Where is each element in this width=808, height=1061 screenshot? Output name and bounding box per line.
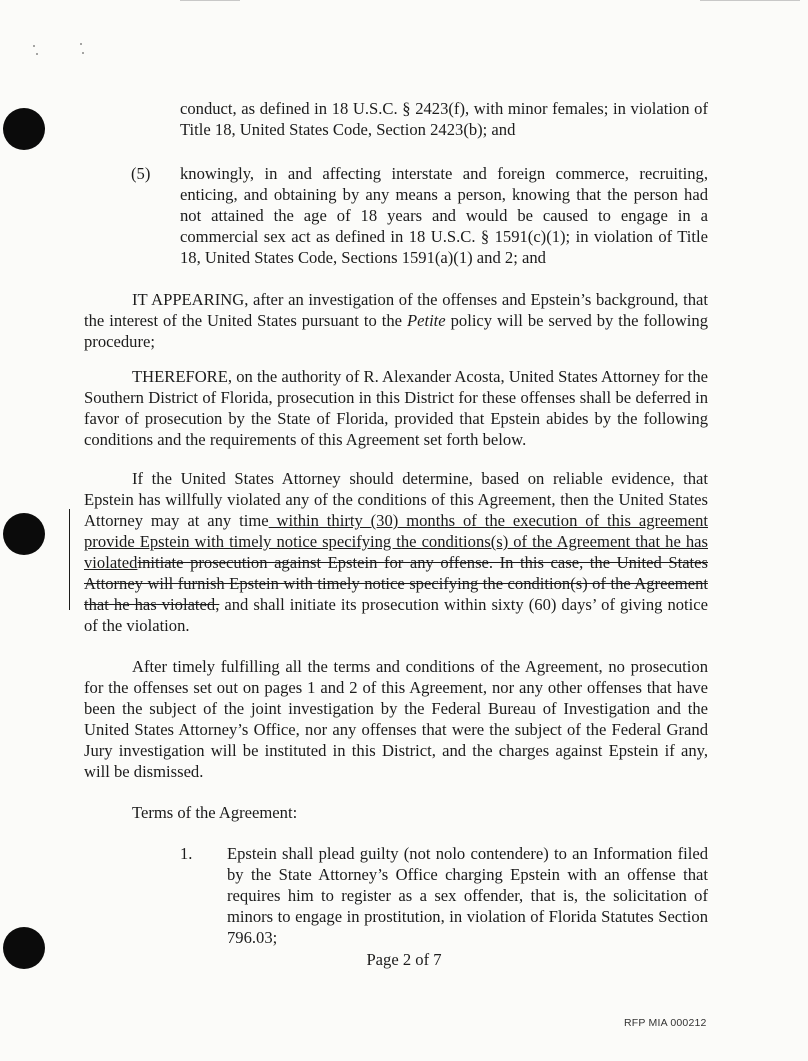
violation-paragraph [84,468,708,636]
appearing-paragraph [84,289,708,352]
terms-heading: Terms of the Agreement: [132,803,298,822]
punch-hole [3,513,45,555]
item-1-text: Epstein shall plead guilty (not nolo contendere) to an Information filed by the State Attorney’s Office charging Epstein with an offense that requires him to register as a sex offender, that is, the solicitation of minors to engage in prostitution, in violation of Florida Statutes Section 796.03; [227,844,708,947]
violation-tail: and shall initiate its prosecution within sixty (60) days’ of giving notice of the violation. [84,595,708,635]
continuation-paragraph: conduct, as defined in 18 U.S.C. § 2423(f), with minor females; in violation of Title 18, United States Code, Section 2423(b); and [180,99,708,139]
scan-speck [80,43,82,45]
revision-bar [69,509,70,610]
deleted-text: initiate prosecution against Epstein for any offense. In this case, the United States Attorney will furnish Epstein with timely notice specifying the condition(s) of the Agreement that he has violated, [84,553,708,614]
item-number: 1. [180,844,193,863]
inserted-text: within thirty (30) months of the execution of this agreement provide Epstein with timely notice specifying the conditions(s) of the Agreement that he has violated [84,511,708,572]
item-5-text: knowingly, in and affecting interstate and foreign commerce, recruiting, enticing, and obtaining by any means a person, knowing that the person had not attained the age of 18 years and would be caused to engage in a commercial sex act as defined in 18 U.S.C. § 1591(c)(1); in violation of Title 18, United States Code, Sections 1591(a)(1) and 2; and [180,164,708,267]
scan-edge-mark [700,0,800,1]
non-prosecution-paragraph: After timely fulfilling all the terms and conditions of the Agreement, no prosecution for the offenses set out on pages 1 and 2 of this Agreement, nor any other offenses that have been the subject of the joint investigation by the Federal Bureau of Investigation and the United States Attorney’s Office, nor any offenses that were the subject of the Federal Grand Jury investigation will be instituted in this District, and the charges against Epstein if any, will be dismissed. [84,657,708,781]
petite-policy: Petite [406,311,446,330]
appearing-text: IT APPEARING, after an investigation of the offenses and Epstein’s background, that the interest of the United States pursuant to the [84,290,708,330]
bates-number: RFP MIA 000212 [624,1017,707,1029]
appearing-text-end: policy will be served by the following procedure; [84,311,709,351]
scan-speck [36,53,38,55]
page-number: Page 2 of 7 [366,950,442,969]
therefore-paragraph: THEREFORE, on the authority of R. Alexander Acosta, United States Attorney for the Southern District of Florida, prosecution in this District for these offenses shall be deferred in favor of prosecution by the State of Florida, provided that Epstein abides by the following conditions and the requirements of this Agreement set forth below. [84,367,708,449]
scan-speck [33,45,35,47]
item-number: (5) [131,164,151,183]
scan-speck [82,52,84,54]
scan-edge-mark [180,0,240,1]
violation-lead: If the United States Attorney should determine, based on reliable evidence, that Epstein has willfully violated any of the conditions of this Agreement, then the United States Attorney may at any time [84,469,708,530]
punch-hole [3,108,45,150]
